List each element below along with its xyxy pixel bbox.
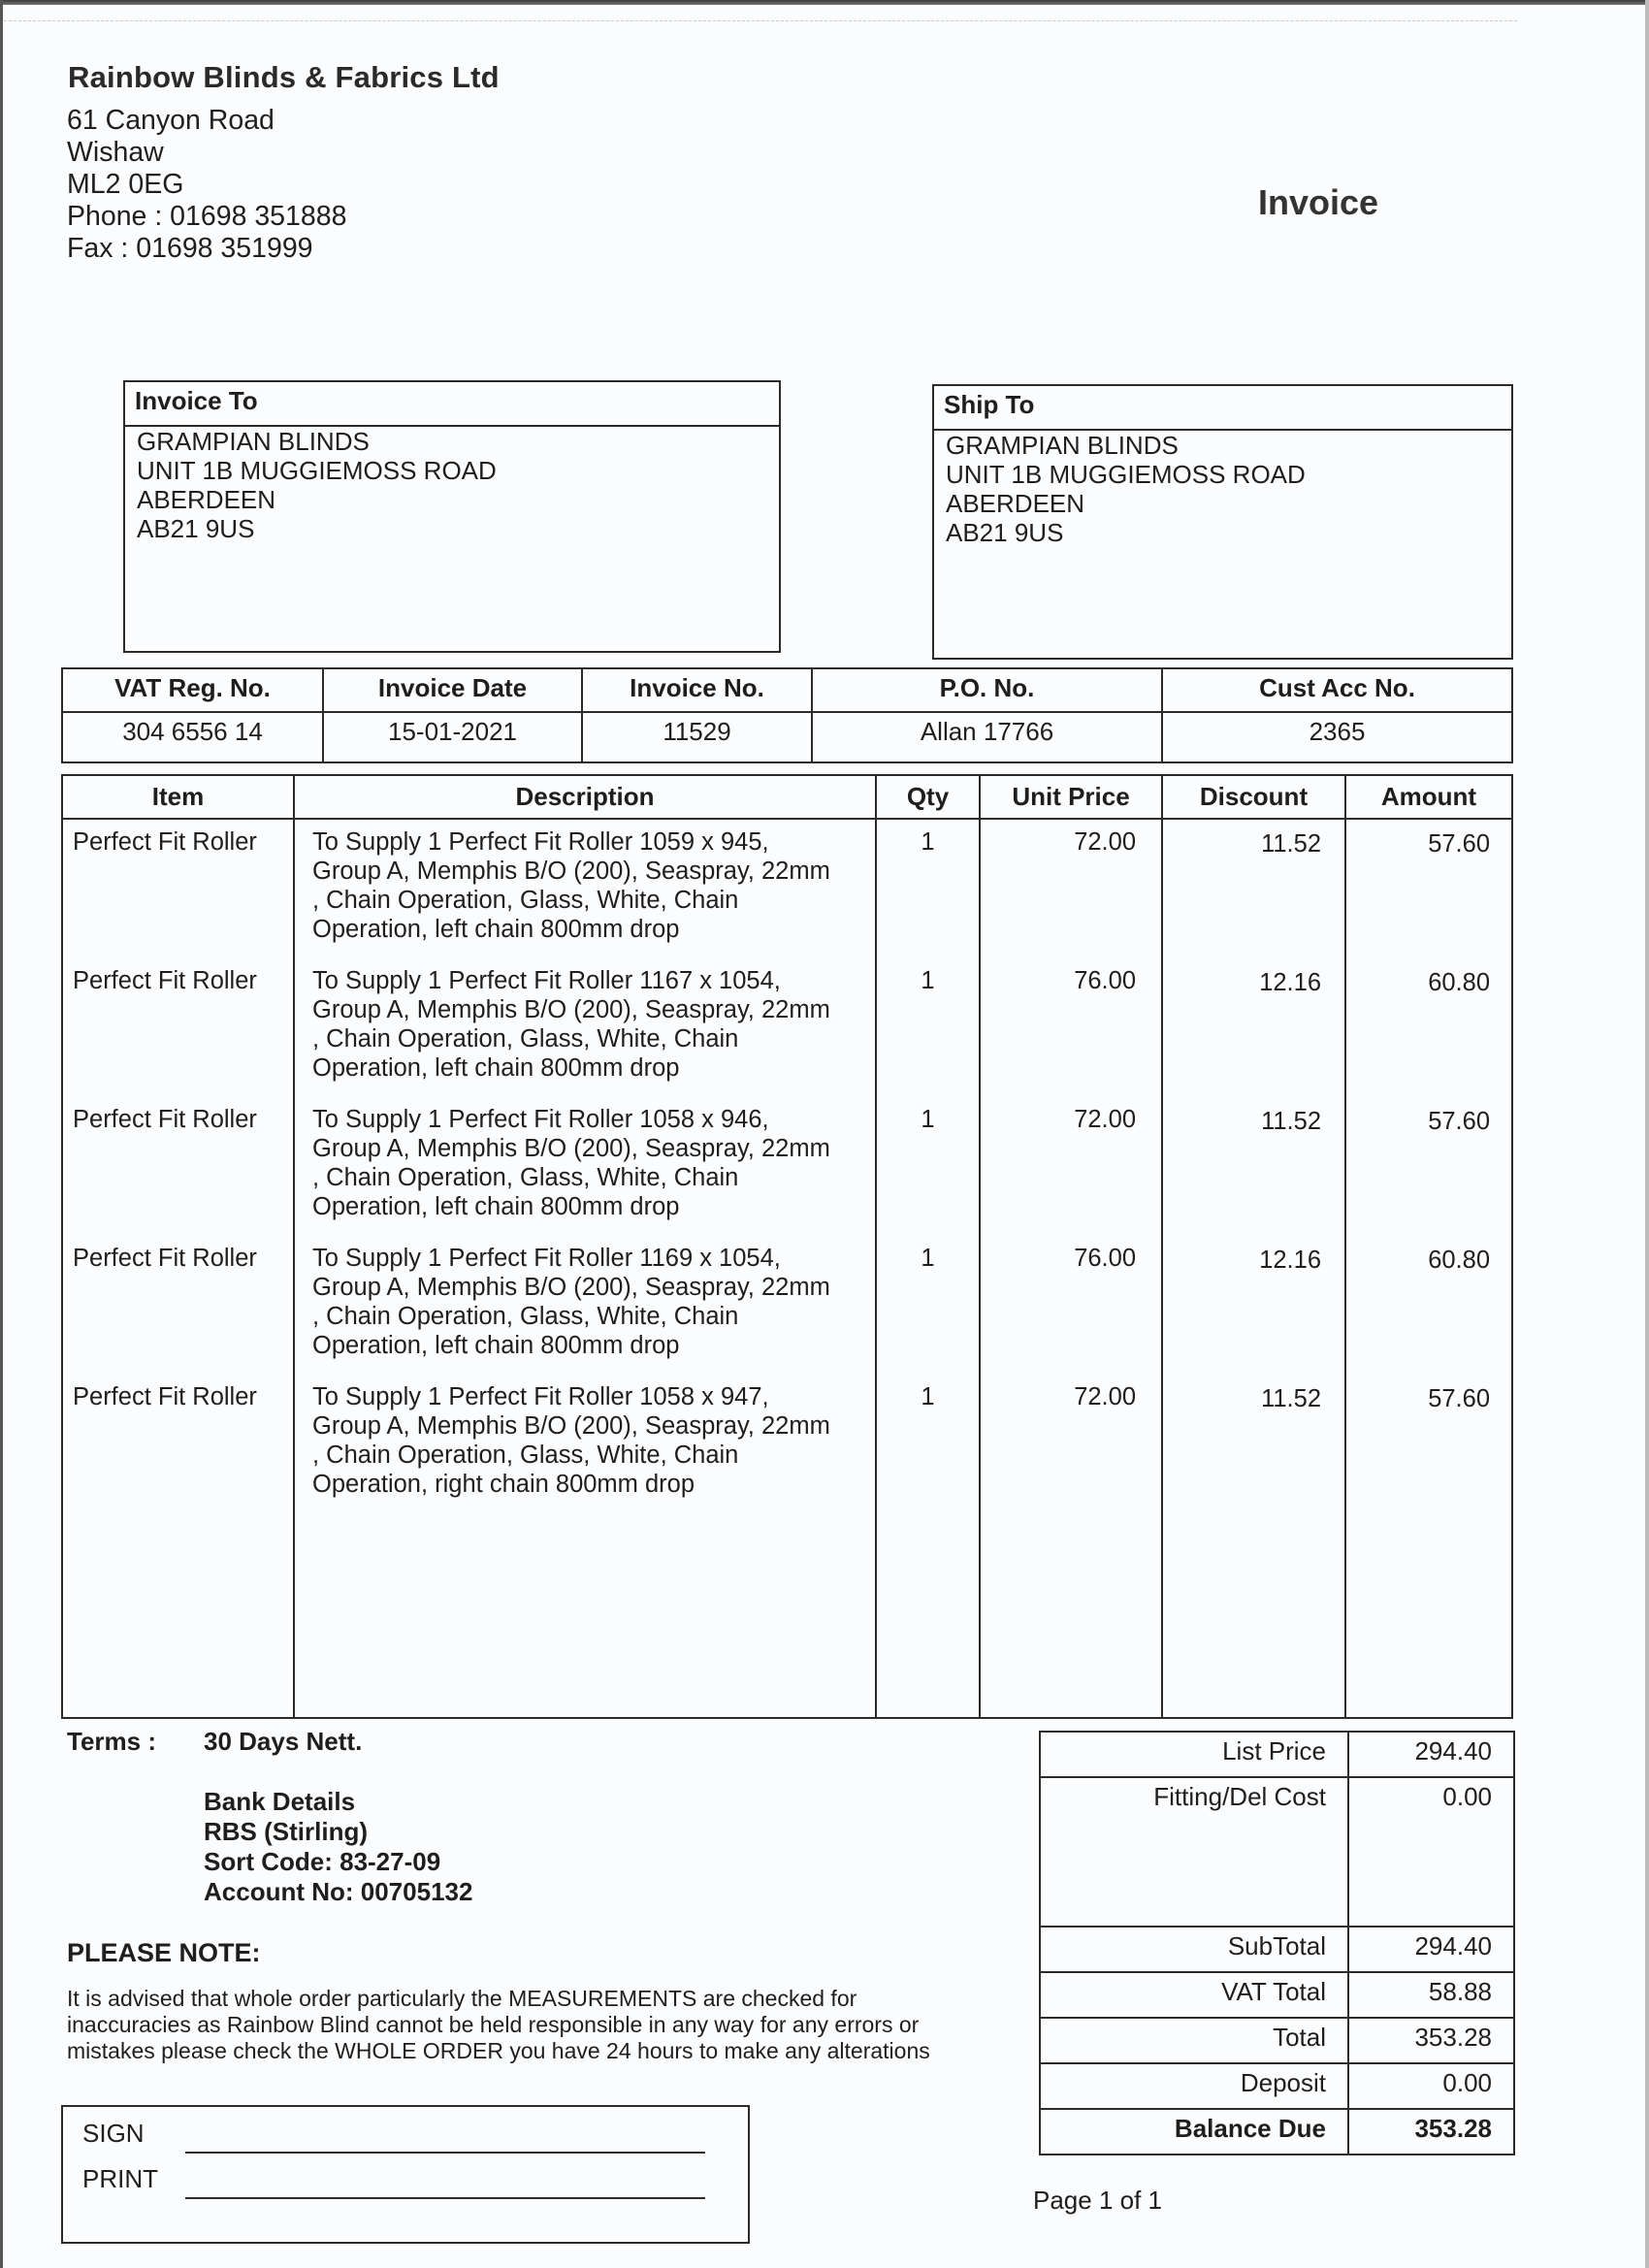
address-line: AB21 9US <box>946 518 1064 547</box>
page-number: Page 1 of 1 <box>1033 2186 1162 2215</box>
invoice-to-box <box>123 380 781 653</box>
address-line: UNIT 1B MUGGIEMOSS ROAD <box>946 460 1306 489</box>
vat-reg-value: 304 6556 14 <box>62 712 323 762</box>
item-description-line: Operation, left chain 800mm drop <box>312 1054 680 1082</box>
bank-details <box>204 1787 472 1907</box>
sign-label: SIGN <box>82 2119 145 2148</box>
fitting-label: Fitting/Del Cost <box>1040 1777 1348 1927</box>
totals-row-fitting <box>1040 1777 1514 1927</box>
item-unit-price: 72.00 <box>1074 1383 1136 1410</box>
account-number: Account No: 00705132 <box>204 1877 473 1906</box>
company-phone: Phone : 01698 351888 <box>67 201 347 232</box>
totals-row-balance-due <box>1040 2109 1514 2155</box>
scan-edge-top <box>0 0 1649 5</box>
item-qty: 1 <box>921 828 935 856</box>
terms-label: Terms : <box>67 1727 156 1756</box>
invoice-to-heading: Invoice To <box>125 382 779 427</box>
item-amount: 57.60 <box>1428 1108 1490 1135</box>
print-label: PRINT <box>82 2164 158 2193</box>
note-line: mistakes please check the WHOLE ORDER you have 24 hours to make any alterations <box>67 2038 930 2063</box>
po-no-value: Allan 17766 <box>812 712 1162 762</box>
document-title: Invoice <box>1258 182 1379 222</box>
company-fax: Fax : 01698 351999 <box>67 233 313 264</box>
list-price-value: 294.40 <box>1348 1732 1514 1777</box>
item-name: Perfect Fit Roller <box>73 1245 257 1272</box>
deposit-value: 0.00 <box>1348 2063 1514 2109</box>
bank-name: RBS (Stirling) <box>204 1817 368 1846</box>
ship-to-address <box>934 431 1511 547</box>
vat-total-value: 58.88 <box>1348 1972 1514 2018</box>
signature-box <box>61 2105 750 2244</box>
unit-price-column <box>980 819 1162 1718</box>
line-items-table <box>61 774 1513 1719</box>
cust-acc-header: Cust Acc No. <box>1162 668 1512 712</box>
totals-row-list-price <box>1040 1732 1514 1777</box>
scan-edge-left <box>0 0 3 2268</box>
item-discount: 12.16 <box>1259 969 1321 996</box>
note-line: inaccuracies as Rainbow Blind cannot be held responsible in any way for any errors or <box>67 2012 920 2037</box>
address-line: ABERDEEN <box>137 485 276 514</box>
ship-to-heading: Ship To <box>934 386 1511 431</box>
discount-header: Discount <box>1162 775 1345 819</box>
amount-header: Amount <box>1345 775 1512 819</box>
item-qty: 1 <box>921 967 935 994</box>
item-discount: 11.52 <box>1261 830 1321 858</box>
amount-column <box>1345 819 1512 1718</box>
po-no-header: P.O. No. <box>812 668 1162 712</box>
item-description-line: To Supply 1 Perfect Fit Roller 1059 x 945, <box>312 828 769 856</box>
item-amount: 57.60 <box>1428 1385 1490 1412</box>
item-unit-price: 76.00 <box>1074 967 1136 994</box>
item-amount: 57.60 <box>1428 830 1490 858</box>
description-header: Description <box>294 775 876 819</box>
invoice-to-address <box>125 427 779 543</box>
item-description-line: To Supply 1 Perfect Fit Roller 1167 x 1054, <box>312 967 781 994</box>
item-description-line: To Supply 1 Perfect Fit Roller 1058 x 947, <box>312 1383 769 1410</box>
totals-row-subtotal <box>1040 1927 1514 1972</box>
note-title: PLEASE NOTE: <box>67 1938 261 1967</box>
qty-column <box>876 819 980 1718</box>
address-line: ML2 0EG <box>67 169 184 200</box>
item-description-line: , Chain Operation, Glass, White, Chain <box>312 887 739 914</box>
invoice-info-table <box>61 667 1513 763</box>
info-header-row <box>62 668 1512 712</box>
address-line: UNIT 1B MUGGIEMOSS ROAD <box>137 456 497 485</box>
address-line: 61 Canyon Road <box>67 105 275 136</box>
note-line: It is advised that whole order particularly the MEASUREMENTS are checked for <box>67 1986 857 2011</box>
balance-due-value: 353.28 <box>1348 2109 1514 2155</box>
address-line: AB21 9US <box>137 514 255 543</box>
item-name: Perfect Fit Roller <box>73 1383 257 1410</box>
item-discount: 11.52 <box>1261 1385 1321 1412</box>
info-value-row <box>62 712 1512 762</box>
item-qty: 1 <box>921 1106 935 1133</box>
total-value: 353.28 <box>1348 2018 1514 2063</box>
item-description-line: To Supply 1 Perfect Fit Roller 1169 x 1054, <box>312 1245 781 1272</box>
unit-price-header: Unit Price <box>980 775 1162 819</box>
address-line: ABERDEEN <box>946 489 1085 518</box>
invoice-date-value: 15-01-2021 <box>323 712 582 762</box>
item-description-line: Group A, Memphis B/O (200), Seaspray, 22mm <box>312 1135 830 1162</box>
deposit-label: Deposit <box>1040 2063 1348 2109</box>
ship-to-box <box>932 384 1513 660</box>
discount-column <box>1162 819 1345 1718</box>
totals-table <box>1039 1731 1515 2155</box>
item-description-line: To Supply 1 Perfect Fit Roller 1058 x 946, <box>312 1106 769 1133</box>
item-description-line: Operation, right chain 800mm drop <box>312 1471 695 1498</box>
company-name: Rainbow Blinds & Fabrics Ltd <box>68 60 500 94</box>
item-unit-price: 72.00 <box>1074 1106 1136 1133</box>
item-name: Perfect Fit Roller <box>73 1106 257 1133</box>
totals-row-total <box>1040 2018 1514 2063</box>
terms-value: 30 Days Nett. <box>204 1727 363 1756</box>
cust-acc-value: 2365 <box>1162 712 1512 762</box>
item-description-line: Group A, Memphis B/O (200), Seaspray, 22mm <box>312 996 830 1023</box>
item-description-line: Operation, left chain 800mm drop <box>312 1332 680 1359</box>
item-column <box>62 819 294 1718</box>
item-amount: 60.80 <box>1428 969 1490 996</box>
print-line[interactable] <box>185 2197 705 2199</box>
list-price-label: List Price <box>1040 1732 1348 1777</box>
scan-artifact-line <box>4 20 1517 22</box>
bank-details-heading: Bank Details <box>204 1787 356 1816</box>
invoice-no-header: Invoice No. <box>582 668 812 712</box>
totals-row-vat <box>1040 1972 1514 2018</box>
note-body <box>67 1986 1037 2064</box>
item-unit-price: 72.00 <box>1074 828 1136 856</box>
item-description-line: Operation, left chain 800mm drop <box>312 916 680 943</box>
address-line: Wishaw <box>67 137 164 168</box>
address-line: GRAMPIAN BLINDS <box>946 431 1179 460</box>
items-header-row <box>62 775 1512 819</box>
description-column <box>294 819 876 1718</box>
company-address <box>67 105 346 265</box>
items-body-row <box>62 819 1512 1718</box>
item-discount: 12.16 <box>1259 1247 1321 1274</box>
sort-code: Sort Code: 83-27-09 <box>204 1847 441 1876</box>
item-description-line: , Chain Operation, Glass, White, Chain <box>312 1303 739 1330</box>
item-description-line: , Chain Operation, Glass, White, Chain <box>312 1025 739 1053</box>
item-header: Item <box>62 775 294 819</box>
balance-due-label: Balance Due <box>1040 2109 1348 2155</box>
item-qty: 1 <box>921 1383 935 1410</box>
sign-line[interactable] <box>185 2152 705 2154</box>
item-description-line: Group A, Memphis B/O (200), Seaspray, 22mm <box>312 858 830 885</box>
qty-header: Qty <box>876 775 980 819</box>
item-description-line: Operation, left chain 800mm drop <box>312 1193 680 1220</box>
item-qty: 1 <box>921 1245 935 1272</box>
item-unit-price: 76.00 <box>1074 1245 1136 1272</box>
item-amount: 60.80 <box>1428 1247 1490 1274</box>
invoice-date-header: Invoice Date <box>323 668 582 712</box>
totals-row-deposit <box>1040 2063 1514 2109</box>
item-name: Perfect Fit Roller <box>73 967 257 994</box>
subtotal-value: 294.40 <box>1348 1927 1514 1972</box>
fitting-value: 0.00 <box>1348 1777 1514 1927</box>
vat-total-label: VAT Total <box>1040 1972 1348 2018</box>
item-description-line: Group A, Memphis B/O (200), Seaspray, 22mm <box>312 1274 830 1301</box>
vat-reg-header: VAT Reg. No. <box>62 668 323 712</box>
invoice-no-value: 11529 <box>582 712 812 762</box>
item-discount: 11.52 <box>1261 1108 1321 1135</box>
scan-edge-right <box>1645 0 1649 2268</box>
item-description-line: , Chain Operation, Glass, White, Chain <box>312 1164 739 1191</box>
address-line: GRAMPIAN BLINDS <box>137 427 370 456</box>
item-name: Perfect Fit Roller <box>73 828 257 856</box>
total-label: Total <box>1040 2018 1348 2063</box>
item-description-line: , Chain Operation, Glass, White, Chain <box>312 1442 739 1469</box>
subtotal-label: SubTotal <box>1040 1927 1348 1972</box>
item-description-line: Group A, Memphis B/O (200), Seaspray, 22mm <box>312 1412 830 1440</box>
